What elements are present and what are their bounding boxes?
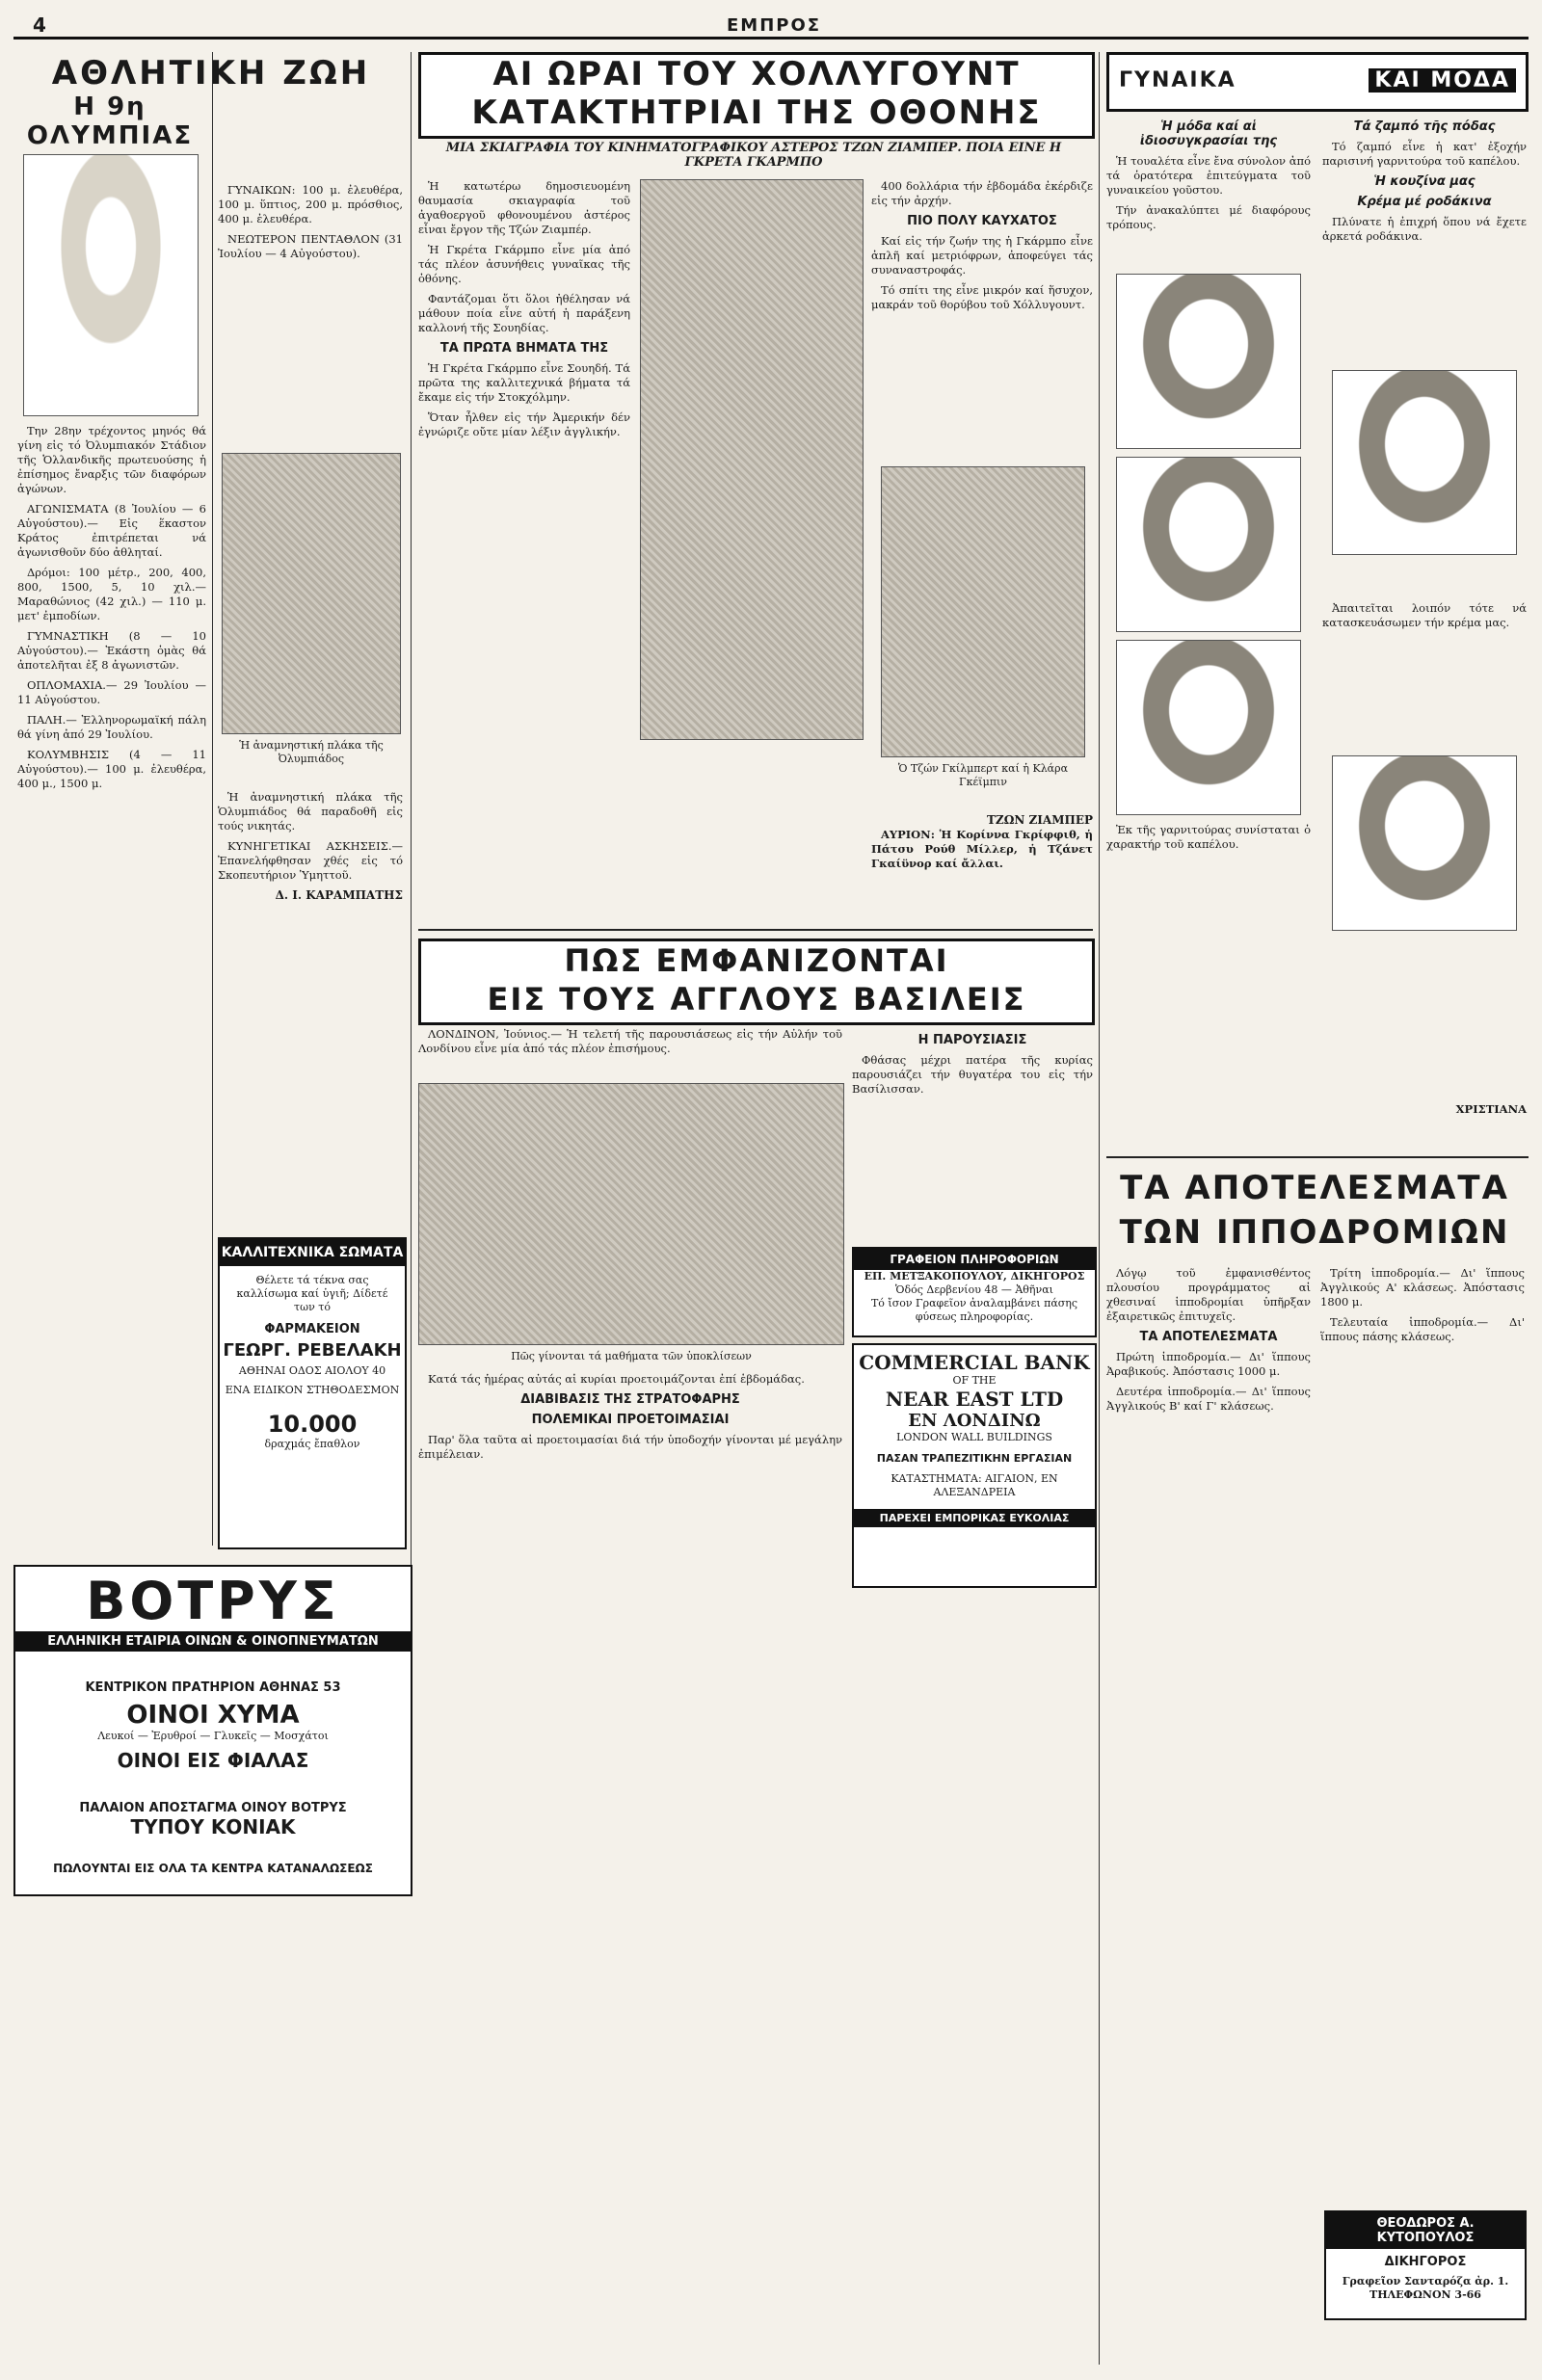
lawyer-name: ΘΕΟΔΩΡΟΣ Α. ΚΥΤΟΠΟΥΛΟΣ (1326, 2212, 1525, 2249)
ad-pharmacy: ΦΑΡΜΑΚΕΙΟΝ (264, 1322, 360, 1336)
headline-line-1: ΤΑ ΑΠΟΤΕΛΕΣΜΑΤΑ (1120, 1169, 1509, 1207)
women-paragraph: Πλύνατε ἡ ἐπιχρή ὅπου νά ἔχετε ἀρκετά ροδάκινα. (1322, 215, 1527, 243)
section-heading: ΤΑ ΠΡΩΤΑ ΒΗΜΑΤΑ ΤΗΣ (439, 341, 609, 356)
hat-illustration (1116, 457, 1301, 632)
masthead (13, 13, 1529, 40)
gilbert-photo (881, 466, 1085, 788)
women-paragraph: Ἐκ τῆς γαρνιτούρας συνίσταται ὁ χαρακτήρ τοῦ καπέλου. (1106, 823, 1311, 851)
bank-services: ΠΑΣΑΝ ΤΡΑΠΕΖΙΤΙΚΗΝ ΕΡΓΑΣΙΑΝ (876, 1452, 1073, 1465)
sports-paragraph: ΓΥΝΑΙΚΩΝ: 100 μ. ἐλευθέρα, 100 μ. ὕπτιος, 200 μ. πρόσθιος, 400 μ. ἐλευθέρα. (218, 183, 403, 225)
info-name: ΕΠ. ΜΕΤΞΑΚΟΠΟΥΛΟΥ, ΔΙΚΗΓΟΡΟΣ (864, 1270, 1085, 1283)
botrys-sold: ΠΩΛΟΥΝΤΑΙ ΕΙΣ ΟΛΑ ΤΑ ΚΕΝΤΡΑ ΚΑΤΑΝΑΛΩΣΕΩΣ (53, 1862, 373, 1875)
section-heading: Η ΠΑΡΟΥΣΙΑΣΙΣ (917, 1033, 1027, 1047)
bank-region: NEAR EAST LTD (885, 1388, 1064, 1411)
photo-caption: Ἡ ἀναμνηστική πλάκα τῆς Ὀλυμπιάδος (239, 739, 384, 765)
headline-line-2: ΤΩΝ ΙΠΠΟΔΡΟΜΙΩΝ (1119, 1213, 1510, 1252)
commercial-bank-ad (852, 1343, 1097, 1588)
ad-address: ΑΘΗΝΑΙ ΟΔΟΣ ΑΙΟΛΟΥ 40 (238, 1364, 386, 1377)
botrys-types: Λευκοί — Ἐρυθροί — Γλυκεῖς — Μοσχάτοι (97, 1730, 329, 1742)
races-headline (1106, 1166, 1523, 1258)
hollywood-subheadline: ΜΙΑ ΣΚΙΑΓΡΑΦΙΑ ΤΟΥ ΚΙΝΗΜΑΤΟΓΡΑΦΙΚΟΥ ΑΣΤΕΡΟΣ ΤΖΩΝ ΖΙΑΜΠΕΡ. ΠΟΙΑ ΕΙΝΕ Η ΓΚΡΕΤΑ ΓΚΑΡΜΠΟ (445, 141, 1062, 170)
hat-illustration (1116, 640, 1301, 815)
women-paragraph: Τό ζαμπό εἶνε ἡ κατ' ἐξοχήν παρισινή γαρνιτούρα τοῦ καπέλου. (1322, 140, 1527, 168)
royals-headline (418, 939, 1095, 1025)
bank-building: LONDON WALL BUILDINGS (896, 1431, 1052, 1443)
headline-line-2: ΚΑΤΑΚΤΗΤΡΙΑΙ ΤΗΣ ΟΘΟΝΗΣ (471, 93, 1042, 132)
sports-paragraph: ΝΕΩΤΕΡΟΝ ΠΕΝΤΑΘΛΟΝ (31 Ἰουλίου — 4 Αὐγούστου). (218, 232, 403, 260)
botrys-company: ΕΛΛΗΝΙΚΗ ΕΤΑΙΡΙΑ ΟΙΝΩΝ & ΟΙΝΟΠΝΕΥΜΑΤΩΝ (15, 1631, 411, 1652)
sports-paragraph: ΚΟΛΥΜΒΗΣΙΣ (4 — 11 Αὐγούστου).— 100 μ. ἐλευθέρα, 400 μ., 1500 μ. (17, 748, 206, 790)
lawyer-phone: ΤΗΛΕΦΩΝΟΝ 3-66 (1369, 2288, 1481, 2301)
info-text: Τό ἴσον Γραφεῖον ἀναλαμβάνει πάσης φύσεως πληροφορίας. (870, 1297, 1078, 1323)
women-signature: ΧΡΙΣΤΙΑΝΑ (1455, 1102, 1527, 1116)
bank-of: OF THE (952, 1374, 997, 1387)
section-heading: Ἡ κουζίνα μας (1373, 174, 1476, 189)
ad-owner: ΓΕΩΡΓ. ΡΕΒΕΛΑΚΗ (223, 1340, 402, 1361)
section-heading: Ἡ μόδα καί αἱ ἰδιοσυγκρασίαι της (1139, 119, 1278, 148)
sports-paragraph: Δρόμοι: 100 μέτρ., 200, 400, 800, 1500, 5, 10 χιλ.— Μαραθώνιος (42 χιλ.) — 110 μ. μετ' ἐμποδίων. (17, 566, 206, 622)
races-paragraph: Πρώτη ἱπποδρομία.— Δι' ἵππους Ἀραβικούς. Ἀπόστασις 1000 μ. (1106, 1350, 1311, 1378)
botrys-bottles: ΟΙΝΟΙ ΕΙΣ ΦΙΑΛΑΣ (117, 1749, 309, 1772)
headline-line-2: ΕΙΣ ΤΟΥΣ ΑΓΓΛΟΥΣ ΒΑΣΙΛΕΙΣ (487, 981, 1026, 1018)
ad-prize-note: δραχμάς ἔπαθλον (264, 1438, 360, 1450)
section-heading: Κρέμα μέ ροδάκινα (1357, 195, 1492, 209)
info-title: ΓΡΑΦΕΙΟΝ ΠΛΗΡΟΦΟΡΙΩΝ (854, 1249, 1095, 1270)
ad-title: ΚΑΛΛΙΤΕΧΝΙΚΑ ΣΩΜΑΤΑ (220, 1239, 405, 1266)
lawyer-role: ΔΙΚΗΓΟΡΟΣ (1384, 2255, 1467, 2269)
sports-paragraph: ΠΑΛΗ.— Ἑλληνορωμαϊκή πάλη θά γίνη ἀπό 29 Ἰουλίου. (17, 713, 206, 741)
sports-header (13, 54, 409, 150)
sports-title: ΑΘΛΗΤΙΚΗ ΖΩΗ (51, 54, 371, 93)
hollywood-paragraph: Ἡ Γκρέτα Γκάρμπο εἶνε μία ἀπό τάς πλέον ἀσυνήθεις γυναῖκας τῆς ὀθόνης. (418, 243, 630, 285)
botrys-ad (13, 1565, 412, 1896)
section-heading: ΠΙΟ ΠΟΛΥ ΚΑΥΧΑΤΟΣ (907, 214, 1057, 228)
women-title: ΓΥΝΑΙΚΑ (1119, 68, 1236, 93)
sports-paragraph: ΑΓΩΝΙΣΜΑΤΑ (8 Ἰουλίου — 6 Αὐγούστου).— Εἰς ἕκαστον Κράτος ἐπιτρέπεται νά ἀγωνισθοῦν δύο ἀθληταί. (17, 502, 206, 559)
women-paragraph: Ἡ τουαλέτα εἶνε ἔνα σύνολον ἀπό τά ὁρατότερα ἐπιτεύγματα τοῦ γυναικείου γοῦστου. (1106, 154, 1311, 197)
botrys-konyak: ΤΥΠΟΥ ΚΟΝΙΑΚ (130, 1815, 296, 1838)
races-paragraph: Δευτέρα ἱπποδρομία.— Δι' ἵππους Ἀγγλικούς Β' καί Γ' κλάσεως. (1106, 1385, 1311, 1413)
section-heading: ΔΙΑΒΙΒΑΣΙΣ ΤΗΣ ΣΤΡΑΤΟΦΑΡΗΣ (520, 1392, 740, 1407)
ad-product: ΕΝΑ ΕΙΔΙΚΟΝ ΣΤΗΘΟΔΕΣΜΟΝ (225, 1384, 400, 1396)
races-paragraph: Λόγῳ τοῦ ἐμφανισθέντος πλουσίου προγράμματος αἱ χθεσιναί ἱπποδρομίαι ὑπῆρξαν ἐξαιρετικῶς ἐπιτυχεῖς. (1106, 1266, 1311, 1323)
races-paragraph: Τρίτη ἱπποδρομία.— Δι' ἵππους Ἀγγλικούς Α' κλάσεως. Ἀπόστασις 1800 μ. (1320, 1266, 1525, 1309)
bank-title: COMMERCIAL BANK (859, 1351, 1090, 1374)
sports-subtitle: Η 9η ΟΛΥΜΠΙΑΣ (26, 93, 194, 150)
kallitechnika-ad (218, 1237, 407, 1549)
photo-caption: Πῶς γίνονται τά μαθήματα τῶν ὑποκλίσεων (511, 1350, 752, 1362)
page-number: 4 (33, 13, 46, 37)
hat-illustration (1116, 274, 1301, 449)
olympic-plaque-photo (222, 453, 401, 765)
ad-prize: 10.000 (267, 1411, 358, 1438)
royals-paragraph: ΛΟΝΔΙΝΟΝ, Ἰούνιος.— Ἡ τελετή τῆς παρουσιάσεως εἰς τήν Αὐλήν τοῦ Λονδίνου εἶνε μία ἀπό τάς πλέον ἐπισήμους. (418, 1027, 842, 1055)
sports-paragraph: Ἡ ἀναμνηστική πλάκα τῆς Ὁλυμπιάδος θά παραδοθῆ εἰς τούς νικητάς. (218, 790, 403, 833)
hat-illustration (1332, 755, 1517, 931)
botrys-store: ΚΕΝΤΡΙΚΟΝ ΠΡΑΤΗΡΙΟΝ ΑΘΗΝΑΣ 53 (85, 1680, 341, 1695)
hollywood-paragraph: Καί εἰς τήν ζωήν της ἡ Γκάρμπο εἶνε ἀπλῆ καί μετριόφρων, ἀποφεύγει τάς συναναστροφάς. (871, 234, 1093, 277)
headline-line-1: ΠΩΣ ΕΜΦΑΝΙΖΟΝΤΑΙ (564, 942, 949, 979)
info-office-ad (852, 1247, 1097, 1337)
hollywood-signature: ΤΖΩΝ ΖΙΑΜΠΕΡ (987, 813, 1093, 827)
section-heading: ΠΟΛΕΜΙΚΑΙ ΠΡΟΕΤΟΙΜΑΣΙΑΙ (531, 1413, 730, 1427)
hollywood-paragraph: Τό σπίτι της εἶνε μικρόν καί ἥσυχον, μακράν τοῦ θορύβου τοῦ Χόλλυγουντ. (871, 283, 1093, 311)
ad-text: Θέλετε τά τέκνα σας καλλίσωμα καί ὑγιῆ; Δίδετέ των τό (236, 1274, 388, 1313)
botrys-wines: ΟΙΝΟΙ ΧΥΜΑ (126, 1701, 300, 1730)
bank-extra: ΠΑΡΕΧΕΙ ΕΜΠΟΡΙΚΑΣ ΕΥΚΟΛΙΑΣ (854, 1509, 1095, 1527)
lawyer-address: Γραφεῖον Σανταρόζα ἀρ. 1. (1342, 2275, 1509, 2287)
hollywood-paragraph: 400 δολλάρια τήν ἑβδομάδα ἐκέρδιζε εἰς τήν ἀρχήν. (871, 179, 1093, 207)
lawyer-ad (1324, 2210, 1527, 2320)
women-section (1106, 52, 1529, 1150)
hollywood-paragraph: Φαντάζομαι ὅτι ὅλοι ἠθέλησαν νά μάθουν ποία εἶνε αὐτή ἡ παράξενη καλλονή τῆς Σουηδίας. (418, 292, 630, 334)
hollywood-paragraph: Ἡ κατωτέρω δημοσιευομένη θαυμασία σκιαγραφία τοῦ ἀγαθοεργοῦ φθονουμένου ἀστέρος εἶναι ἔργον τῆς Τζών Ζιαμπέρ. (418, 179, 630, 236)
women-paragraph: Ἀπαιτεῖται λοιπόν τότε νά κατασκευάσωμεν τήν κρέμα μας. (1322, 601, 1527, 629)
bank-branches: ΚΑΤΑΣΤΗΜΑΤΑ: ΑΙΓΑΙΟΝ, ΕΝ ΑΛΕΞΑΝΔΡΕΙΑ (891, 1472, 1058, 1498)
curtsy-lesson-illustration (418, 1083, 844, 1362)
bank-city: ΕΝ ΛΟΝΔΙΝΩ (908, 1411, 1041, 1431)
hollywood-paragraph: Ὅταν ἦλθεν εἰς τήν Ἀμερικήν δέν ἐγνώριζε οὔτε μίαν λέξιν ἀγγλικήν. (418, 410, 630, 438)
sports-paragraph: ΟΠΛΟΜΑΧΙΑ.— 29 Ἰουλίου — 11 Αὐγούστου. (17, 678, 206, 706)
sports-paragraph: ΓΥΜΝΑΣΤΙΚΗ (8 — 10 Αὐγούστου).— Ἑκάστη ὁμὰς θά ἀποτελῆται ἐξ 8 ἀγωνιστῶν. (17, 629, 206, 672)
hollywood-next: ΑΥΡΙΟΝ: Ἡ Κορίννα Γκρίφφιθ, ἡ Πάτσυ Ρούθ Μίλλερ, ἡ Τζάνετ Γκαίϋνορ καί ἄλλαι. (871, 828, 1093, 870)
hollywood-headline (418, 52, 1095, 139)
sports-paragraph: Την 28ην τρέχοντος μηνός θά γίνη εἰς τό Ὀλυμπιακόν Στάδιον τῆς Ὁλλανδικῆς πρωτευούσης ἡ ἐπίσημος ἔναρξις τῶν διαφόρων ἀγώνων. (17, 424, 206, 495)
women-paragraph: Τήν ἀνακαλύπτει μέ διαφόρους τρόπους. (1106, 203, 1311, 231)
section-heading: ΤΑ ΑΠΟΤΕΛΕΣΜΑΤΑ (1139, 1330, 1278, 1344)
sports-paragraph: ΚΥΝΗΓΕΤΙΚΑΙ ΑΣΚΗΣΕΙΣ.— Ἐπανελήφθησαν χθές εἰς τό Σκοπευτήριον Ὑμηττοῦ. (218, 839, 403, 882)
botrys-brand: ΒΟΤΡΥΣ (86, 1571, 340, 1631)
sports-signature: Δ. Ι. ΚΑΡΑΜΠΑΤΗΣ (275, 888, 403, 902)
paper-name: ΕΜΠΡΟΣ (727, 15, 822, 36)
hat-illustration (1332, 370, 1517, 555)
botrys-cognac: ΠΑΛΑΙΟΝ ΑΠΟΣΤΑΓΜΑ ΟΙΝΟΥ ΒΟΤΡΥΣ (79, 1801, 347, 1815)
headline-line-1: ΑΙ ΩΡΑΙ ΤΟΥ ΧΟΛΛΥΓΟΥΝΤ (492, 55, 1021, 93)
royals-paragraph: Παρ' ὅλα ταῦτα αἱ προετοιμασίαι διά τήν ὑποδοχήν γίνονται μέ μεγάλην ἐπιμέλειαν. (418, 1433, 842, 1461)
garbo-portrait (640, 179, 864, 740)
info-address: Ὁδός Δερβενίου 48 — Ἀθῆναι (895, 1283, 1053, 1296)
royals-paragraph: Κατά τάς ἡμέρας αὐτάς αἱ κυρίαι προετοιμάζονται ἐπί ἑβδομάδας. (428, 1372, 805, 1386)
newspaper-page (13, 13, 1529, 2367)
royals-paragraph: Φθάσας μέχρι πατέρα τῆς κυρίας παρουσιάζει τήν θυγατέρα του εἰς τήν Βασίλισσαν. (852, 1053, 1093, 1096)
races-paragraph: Τελευταία ἱπποδρομία.— Δι' ἵππους πάσης κλάσεως. (1320, 1315, 1525, 1343)
section-heading: Τά ζαμπό τῆς πόδας (1353, 119, 1496, 134)
hollywood-paragraph: Ἡ Γκρέτα Γκάρμπο εἶνε Σουηδή. Τά πρῶτα της καλλιτεχνικά βήματα τά ἔκαμε εἰς τήν Στοκχόλμην. (418, 361, 630, 404)
fashion-title: ΚΑΙ ΜΟΔΑ (1369, 68, 1516, 93)
photo-caption: Ὁ Τζών Γκίλμπερτ καί ἡ Κλάρα Γκέϊμπιν (897, 762, 1069, 788)
athlete-illustration (23, 154, 199, 416)
